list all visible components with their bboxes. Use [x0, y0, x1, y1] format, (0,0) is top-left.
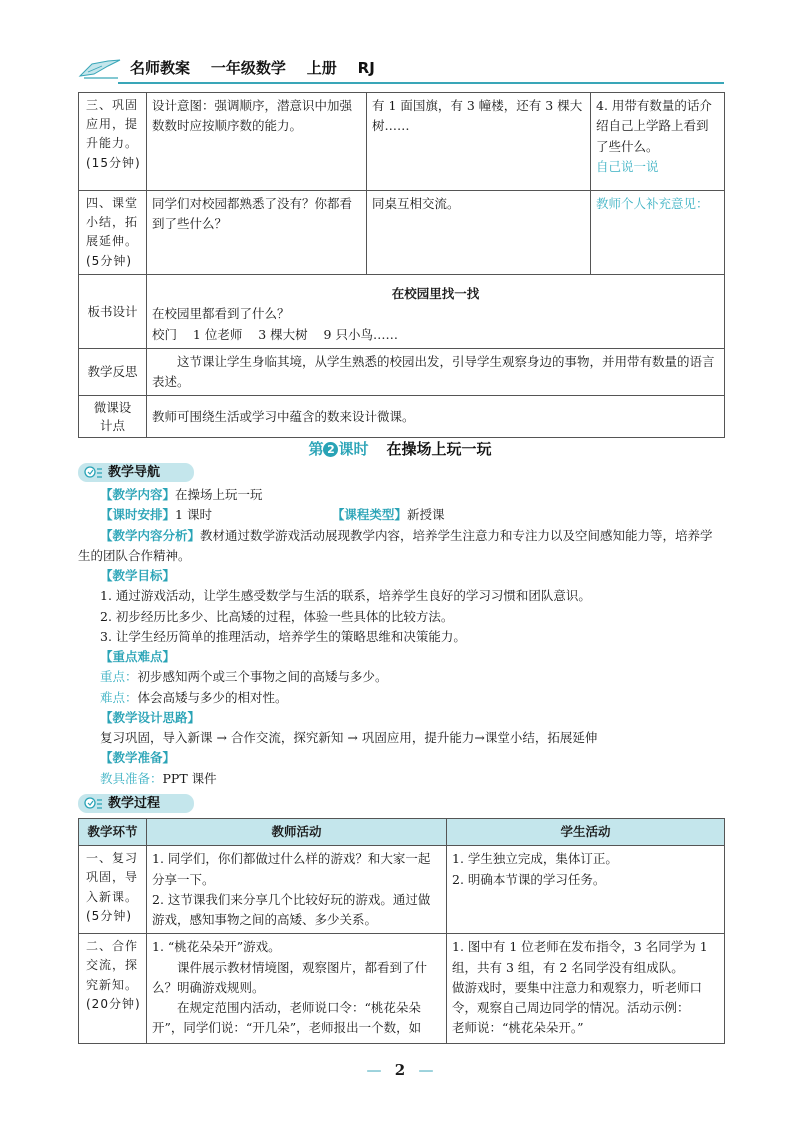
- note-cell: [591, 191, 725, 275]
- analysis-label: 【教学内容分析】: [100, 527, 201, 543]
- goals-label: 【教学目标】: [100, 568, 176, 583]
- column-header: 学生活动: [447, 819, 725, 846]
- teacher-cell: [147, 846, 447, 934]
- key-point-label: 重点：: [100, 669, 138, 685]
- nav-tag-label: 教学导航: [108, 465, 161, 480]
- lesson-name: 在操场上玩一玩: [386, 440, 492, 458]
- lesson-suffix: 课时: [338, 440, 369, 458]
- difficulty-value: 体会高矮与多少的相对性。: [137, 689, 288, 705]
- column-header: 教师活动: [147, 819, 447, 846]
- micro-label: 微课设计点: [79, 396, 147, 438]
- process-tag-label: 教学过程: [108, 796, 161, 811]
- teacher-line: 2. 这节课我们来分享几个比较好玩的游戏。通过做游戏，感知事物之间的高矮、多少关系。: [152, 891, 431, 927]
- board-line2: 校门 1 位老师 3 棵大树 9 只小鸟……: [152, 326, 398, 342]
- prep-value: PPT 课件: [162, 770, 217, 786]
- table-header-row: [79, 819, 725, 846]
- stage-cell: 一、复习巩固，导入新课。(5分钟): [79, 846, 147, 934]
- page-number-value: 2: [394, 1061, 406, 1079]
- board-title: 在校园里找一找: [391, 286, 480, 301]
- analysis-line: [78, 526, 724, 567]
- page-dash-right: —: [418, 1061, 434, 1079]
- note-text: 4. 用带有数量的话介绍自己上学路上看到了些什么。: [596, 98, 712, 154]
- reflection-row: [79, 348, 725, 396]
- teacher-cell: 同学们对校园都熟悉了没有？你都看到了些什么？: [147, 191, 367, 275]
- stage-cell: 三、巩固应用，提升能力。(15分钟): [79, 93, 147, 191]
- note-hint: 自己说一说: [596, 158, 659, 174]
- key-point-value: 初步感知两个或三个事物之间的高矮与多少。: [137, 669, 388, 685]
- page-dash-left: —: [366, 1061, 382, 1079]
- prep-key: 教具准备：: [100, 770, 163, 786]
- design-label: 【教学设计思路】: [100, 709, 201, 725]
- teacher-cell: 设计意图：强调顺序，潜意识中加强数数时应按顺序数的能力。: [147, 93, 367, 191]
- student-line: 做游戏时，要集中注意力和观察力，听老师口令，观察自己周边同学的情况。活动示例：: [452, 979, 703, 1015]
- reflection-text: 这节课让学生身临其境，从学生熟悉的校园出发，引导学生观察身边的事物，并用带有数量的语言表述。: [147, 348, 725, 396]
- prep-line: [78, 769, 724, 789]
- column-header: 教学环节: [79, 819, 147, 846]
- pen-logo-icon: [78, 58, 122, 80]
- schedule-line: [78, 505, 724, 525]
- prep-label-line: [78, 748, 724, 768]
- teacher-line: 1. 同学们，你们都做过什么样的游戏？和大家一起分享一下。: [152, 851, 431, 887]
- key-label-line: [78, 647, 724, 667]
- analysis-value: 教材通过数学游戏活动展现教学内容，培养学生注意力和专注力以及空间感知能力等，培养学生的团队合作精神。: [78, 527, 713, 563]
- board-content: [147, 275, 725, 349]
- type-value: 新授课: [406, 507, 445, 523]
- goal-item: 2. 初步经历比多少、比高矮的过程，体验一些具体的比较方法。: [100, 608, 454, 624]
- content-line: [78, 485, 724, 505]
- design-label-line: [78, 708, 724, 728]
- design-value: 复习巩固，导入新课 → 合作交流，探究新知 → 巩固应用，提升能力→课堂小结，拓展延伸: [100, 730, 598, 745]
- bulb-icon: [83, 465, 105, 480]
- student-cell: [447, 846, 725, 934]
- nav-content: [78, 485, 724, 789]
- board-row: [79, 275, 725, 349]
- micro-row: [79, 396, 725, 438]
- difficulty-label: 难点：: [100, 689, 138, 705]
- process-table: [78, 818, 725, 1044]
- schedule-value: 1 课时: [175, 507, 212, 523]
- table-row: [79, 93, 725, 191]
- prep-label: 【教学准备】: [100, 750, 176, 766]
- key-point-line: [78, 667, 724, 687]
- nav-tag: [78, 463, 194, 482]
- header-title: 名师教案 一年级数学 上册 RJ: [130, 59, 375, 77]
- student-cell: [447, 934, 725, 1044]
- lesson-number-badge: 2: [323, 442, 338, 457]
- lesson-prefix: 第: [308, 440, 324, 458]
- teacher-line: 课件展示教材情境图，观察图片，都看到了什么？明确游戏规则。: [152, 959, 428, 995]
- reflection-label: 教学反思: [79, 348, 147, 396]
- goal-item: 1. 通过游戏活动，让学生感受数学与生活的联系，培养学生良好的学习习惯和团队意识。: [100, 588, 591, 604]
- student-line: 2. 明确本节课的学习任务。: [452, 871, 606, 887]
- schedule-label: 【课时安排】: [100, 507, 176, 523]
- goal-item: 3. 让学生经历简单的推理活动，培养学生的策略思维和决策能力。: [100, 628, 466, 644]
- table-row: [79, 934, 725, 1044]
- difficulty-line: [78, 688, 724, 708]
- content-label: 【教学内容】: [100, 487, 176, 502]
- type-label: 【课程类型】: [331, 507, 407, 523]
- student-cell: 同桌互相交流。: [367, 191, 591, 275]
- teacher-line: 1. “桃花朵朵开”游戏。: [152, 939, 281, 955]
- page-number: [0, 1058, 800, 1082]
- key-label: 【重点难点】: [100, 649, 176, 664]
- student-line: 1. 图中有 1 位老师在发布指令，3 名同学为 1 组，共有 3 组，有 2 名同学没有组成队。: [452, 939, 708, 975]
- student-line: 1. 学生独立完成，集体订正。: [452, 851, 618, 867]
- teacher-cell: [147, 934, 447, 1044]
- page-header: [78, 54, 724, 84]
- bulb-icon: [83, 796, 105, 811]
- lesson-title: [0, 437, 800, 461]
- student-cell: 有 1 面国旗，有 3 幢楼，还有 3 棵大树……: [367, 93, 591, 191]
- board-line1: 在校园里都看到了什么？: [152, 306, 290, 322]
- header-rule: [118, 82, 724, 84]
- student-line: 老师说：“桃花朵朵开。”: [452, 1020, 584, 1036]
- continuation-table: [78, 92, 725, 438]
- table-row: [79, 191, 725, 275]
- note-cell: [591, 93, 725, 191]
- stage-cell: 四、课堂小结，拓展延伸。(5分钟): [79, 191, 147, 275]
- stage-cell: 二、合作交流，探究新知。(20分钟): [79, 934, 147, 1044]
- goals-label-line: [78, 566, 724, 586]
- board-label: 板书设计: [79, 275, 147, 349]
- content-value: 在操场上玩一玩: [175, 487, 263, 502]
- note-hint: 教师个人补充意见：: [596, 196, 709, 211]
- table-row: [79, 846, 725, 934]
- teacher-line: 在规定范围内活动，老师说口令：“桃花朵朵开”，同学们说：“开几朵”，老师报出一个数，如: [152, 1000, 422, 1036]
- micro-text: 教师可围绕生活或学习中蕴含的数来设计微课。: [147, 396, 725, 438]
- process-tag: [78, 794, 194, 813]
